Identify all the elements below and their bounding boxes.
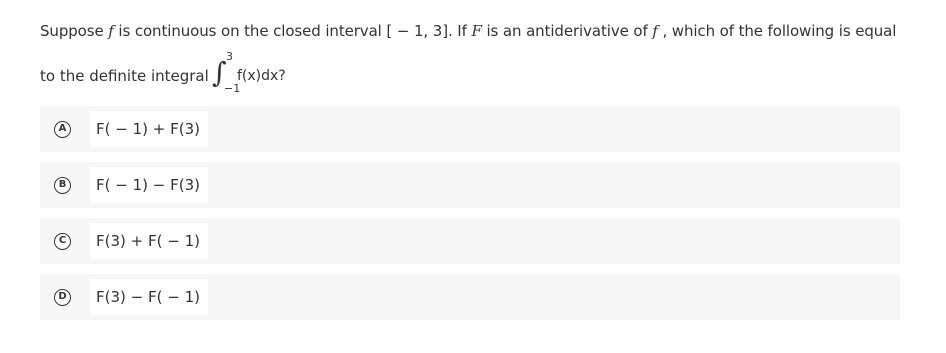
choice-text: F(3) + F( − 1) <box>90 223 208 259</box>
definite-integral <box>212 52 302 100</box>
question-text: Suppose <box>40 22 109 40</box>
function-F: F <box>471 22 482 40</box>
lower-limit: −1 <box>224 82 241 95</box>
choice-letter-badge: D <box>54 289 71 306</box>
function-f: f <box>108 22 114 40</box>
integrand: f(x)dx? <box>237 68 286 84</box>
upper-limit: 3 <box>226 50 233 63</box>
choice-letter-badge: C <box>54 233 71 250</box>
choice-letter-badge: B <box>54 177 71 194</box>
question-text: to the definite integral <box>40 67 209 85</box>
choice-d[interactable] <box>40 274 900 320</box>
choice-b[interactable] <box>40 162 900 208</box>
question-line-1 <box>40 18 920 44</box>
choice-letter-badge: A <box>54 121 71 138</box>
question-text: , which of the following is equal <box>657 22 897 40</box>
answer-choices <box>40 106 900 330</box>
question-text: is an antiderivative of <box>481 22 653 40</box>
question-stem <box>40 18 920 100</box>
question-text: is continuous on the closed interval [ − 1, 3]. If <box>113 22 472 40</box>
choice-text: F(3) − F( − 1) <box>90 279 208 315</box>
function-f: f <box>652 22 658 40</box>
integral-sign: ∫ <box>212 56 227 89</box>
choice-text: F( − 1) + F(3) <box>90 111 208 147</box>
choice-a[interactable] <box>40 106 900 152</box>
choice-c[interactable] <box>40 218 900 264</box>
question-line-2 <box>40 52 920 100</box>
choice-text: F( − 1) − F(3) <box>90 167 208 203</box>
